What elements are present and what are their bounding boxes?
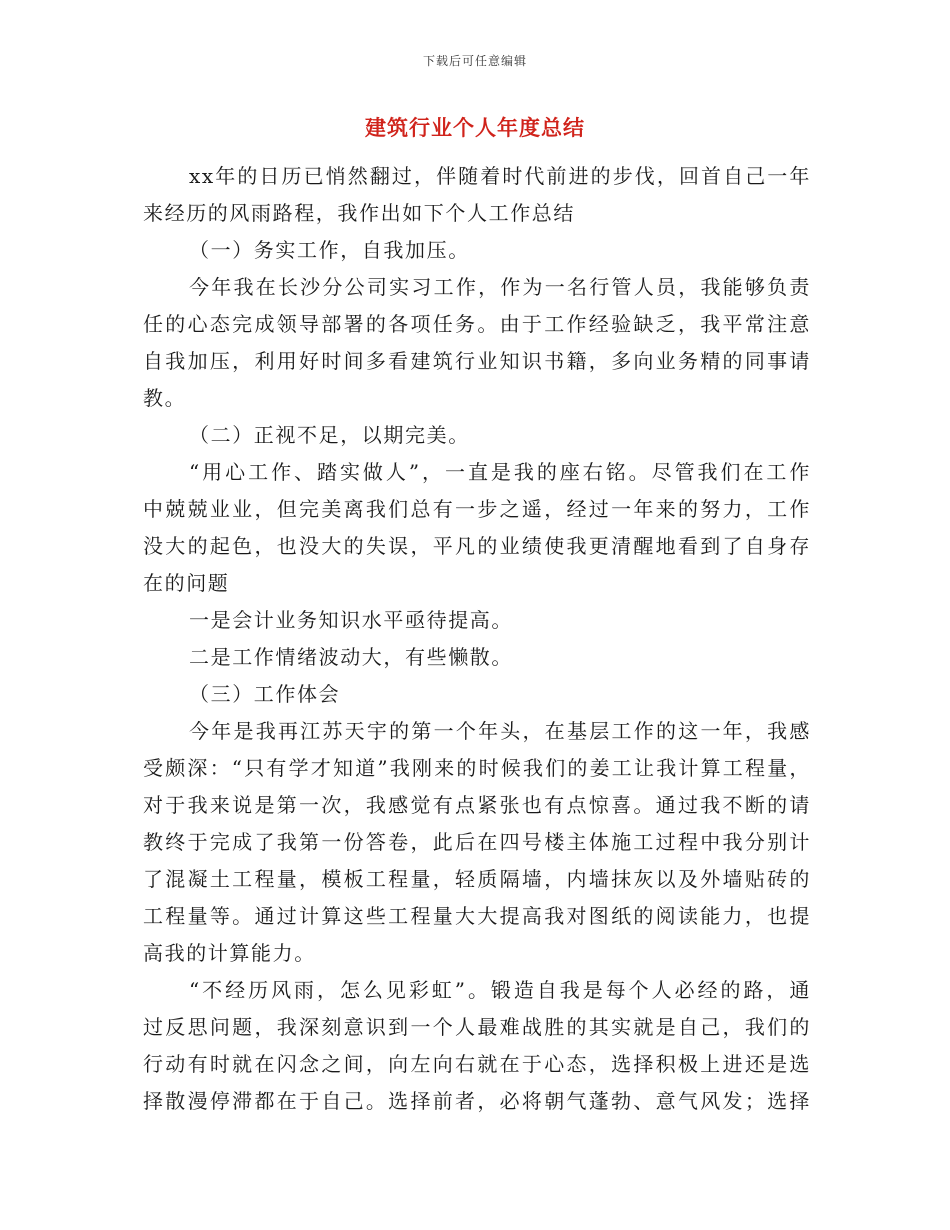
paragraph-line: 今年是我再江苏天宇的第一个年头，在基层工作的这一年，我感 bbox=[189, 719, 811, 743]
paragraph-line: 没大的起色，也没大的失误，平凡的业绩使我更清醒地看到了自身存 bbox=[143, 534, 811, 558]
document-title: 建筑行业个人年度总结 bbox=[365, 115, 585, 140]
paragraph-line: 过反思问题，我深刻意识到一个人最难战胜的其实就是自己，我们的 bbox=[143, 1015, 811, 1039]
paragraph-line: 今年我在长沙分公司实习工作，作为一名行管人员，我能够负责 bbox=[189, 275, 811, 299]
paragraph-line: 一是会计业务知识水平亟待提高。 bbox=[189, 608, 513, 632]
paragraph-line: “不经历风雨，怎么见彩虹”。锻造自我是每个人必经的路，通 bbox=[189, 978, 811, 1002]
page-header: 下载后可任意编辑 bbox=[422, 54, 527, 68]
paragraph-line: “用心工作、踏实做人”，一直是我的座右铭。尽管我们在工作 bbox=[189, 460, 811, 484]
paragraph-line: 择散漫停滞都在于自己。选择前者，必将朝气蓬勃、意气风发；选择 bbox=[143, 1089, 811, 1113]
paragraph-line: 对于我来说是第一次，我感觉有点紧张也有点惊喜。通过我不断的请 bbox=[143, 793, 811, 817]
paragraph-line: 教终于完成了我第一份答卷，此后在四号楼主体施工过程中我分别计 bbox=[143, 830, 811, 854]
document-body bbox=[143, 158, 811, 1120]
paragraph-line: 来经历的风雨路程，我作出如下个人工作总结 bbox=[143, 201, 575, 225]
paragraph-line: 二是工作情绪波动大，有些懒散。 bbox=[189, 645, 513, 669]
section-heading: （一）务实工作，自我加压。 bbox=[189, 238, 470, 262]
paragraph-line: 自我加压，利用好时间多看建筑行业知识书籍，多向业务精的同事请 bbox=[143, 349, 811, 373]
paragraph-line: 受颇深：“只有学才知道”我刚来的时候我们的姜工让我计算工程量， bbox=[143, 756, 811, 780]
paragraph-line: 在的问题 bbox=[143, 571, 230, 595]
paragraph-line: 教。 bbox=[143, 386, 187, 410]
section-heading: （二）正视不足，以期完美。 bbox=[189, 423, 470, 447]
paragraph-line: 高我的计算能力。 bbox=[143, 941, 316, 965]
paragraph-line: xx年的日历已悄然翻过，伴随着时代前进的步伐，回首自己一年 bbox=[189, 164, 811, 188]
paragraph-line: 中兢兢业业，但完美离我们总有一步之遥，经过一年来的努力，工作 bbox=[143, 497, 811, 521]
paragraph-line: 了混凝土工程量，模板工程量，轻质隔墙，内墙抹灰以及外墙贴砖的 bbox=[143, 867, 811, 891]
section-heading: （三）工作体会 bbox=[189, 682, 341, 706]
paragraph-line: 任的心态完成领导部署的各项任务。由于工作经验缺乏，我平常注意 bbox=[143, 312, 811, 336]
paragraph-line: 行动有时就在闪念之间，向左向右就在于心态，选择积极上进还是选 bbox=[143, 1052, 811, 1076]
paragraph-line: 工程量等。通过计算这些工程量大大提高我对图纸的阅读能力，也提 bbox=[143, 904, 811, 928]
